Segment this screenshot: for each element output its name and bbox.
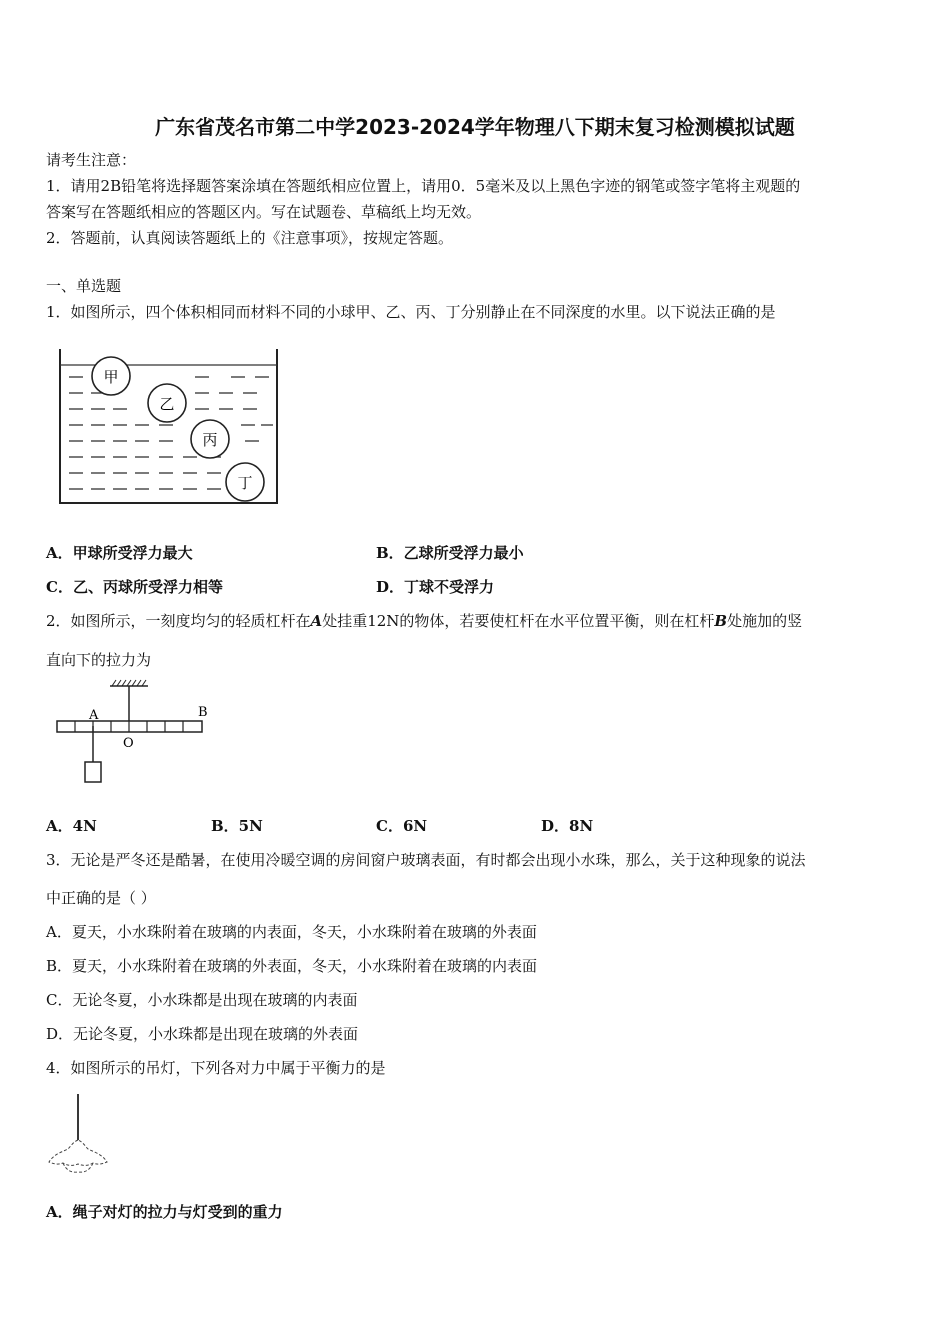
q1-water-tank-figure bbox=[55, 345, 285, 510]
q1-option-b: B．乙球所受浮力最小 bbox=[376, 544, 524, 562]
svg-text:丁: 丁 bbox=[237, 474, 253, 492]
lever-label-o: O bbox=[123, 736, 134, 751]
q2-stem-part-b: 处挂重12N的物体，若要使杠杆在水平位置平衡，则在杠杆 bbox=[322, 612, 715, 630]
q3-stem-line1: 3．无论是严冬还是酷暑，在使用冷暖空调的房间窗户玻璃表面，有时都会出现小水珠，那么，关于这种现象的说法 bbox=[46, 851, 806, 869]
page-title: 广东省茂名市第二中学2023-2024学年物理八下期末复习检测模拟试题 bbox=[155, 115, 795, 139]
q3-option-a: A．夏天，小水珠附着在玻璃的内表面，冬天，小水珠附着在玻璃的外表面 bbox=[46, 923, 537, 941]
q4-pendant-lamp-figure bbox=[40, 1092, 120, 1188]
q3-option-d: D．无论冬夏，小水珠都是出现在玻璃的外表面 bbox=[46, 1025, 359, 1043]
q2-option-d: D．8N bbox=[541, 817, 594, 835]
svg-text:丙: 丙 bbox=[202, 431, 218, 449]
q2-lever-figure bbox=[52, 676, 217, 788]
q2-stem-part-c: 处施加的竖 bbox=[727, 612, 803, 630]
q4-option-a: A．绳子对灯的拉力与灯受到的重力 bbox=[46, 1203, 283, 1221]
ball-jia bbox=[92, 357, 130, 395]
q1-stem: 1．如图所示，四个体积相同而材料不同的小球甲、乙、丙、丁分别静止在不同深度的水里。以下说法正确的是 bbox=[46, 303, 776, 321]
q2-var-b: B bbox=[714, 612, 728, 630]
q4-stem: 4．如图所示的吊灯，下列各对力中属于平衡力的是 bbox=[46, 1059, 386, 1077]
q2-var-a: A bbox=[310, 612, 323, 630]
svg-text:乙: 乙 bbox=[159, 395, 175, 413]
q1-option-d: D．丁球不受浮力 bbox=[376, 578, 495, 596]
q1-option-a: A．甲球所受浮力最大 bbox=[46, 544, 193, 562]
ball-ding bbox=[226, 463, 264, 501]
q2-option-b: B．5N bbox=[211, 817, 263, 835]
section-heading: 一、单选题 bbox=[46, 277, 122, 295]
q2-stem-part-a: 2．如图所示，一刻度均匀的轻质杠杆在 bbox=[46, 612, 311, 630]
q2-stem-line2: 直向下的拉力为 bbox=[46, 651, 152, 669]
lever-label-b: B bbox=[198, 705, 208, 720]
svg-text:甲: 甲 bbox=[103, 368, 119, 386]
notice-line-2: 2．答题前，认真阅读答题纸上的《注意事项》，按规定答题。 bbox=[46, 229, 454, 247]
ball-yi bbox=[148, 384, 186, 422]
q1-option-c: C．乙、丙球所受浮力相等 bbox=[46, 578, 223, 596]
ball-bing bbox=[191, 420, 229, 458]
notice-line-1a: 1．请用2B铅笔将选择题答案涂填在答题纸相应位置上，请用0．5毫米及以上黑色字迹的钢笔或签字笔将主观题的 bbox=[46, 177, 801, 195]
q3-option-c: C．无论冬夏，小水珠都是出现在玻璃的内表面 bbox=[46, 991, 358, 1009]
q3-stem-line2: 中正确的是（ ） bbox=[46, 889, 156, 907]
q2-option-a: A．4N bbox=[46, 817, 97, 835]
notice-heading: 请考生注意： bbox=[46, 151, 137, 169]
notice-line-1b: 答案写在答题纸相应的答题区内。写在试题卷、草稿纸上均无效。 bbox=[46, 203, 482, 221]
lever-label-a: A bbox=[89, 708, 99, 723]
q3-option-b: B．夏天，小水珠附着在玻璃的外表面，冬天，小水珠附着在玻璃的内表面 bbox=[46, 957, 538, 975]
q2-stem-line1 bbox=[46, 611, 802, 631]
q2-option-c: C．6N bbox=[376, 817, 428, 835]
